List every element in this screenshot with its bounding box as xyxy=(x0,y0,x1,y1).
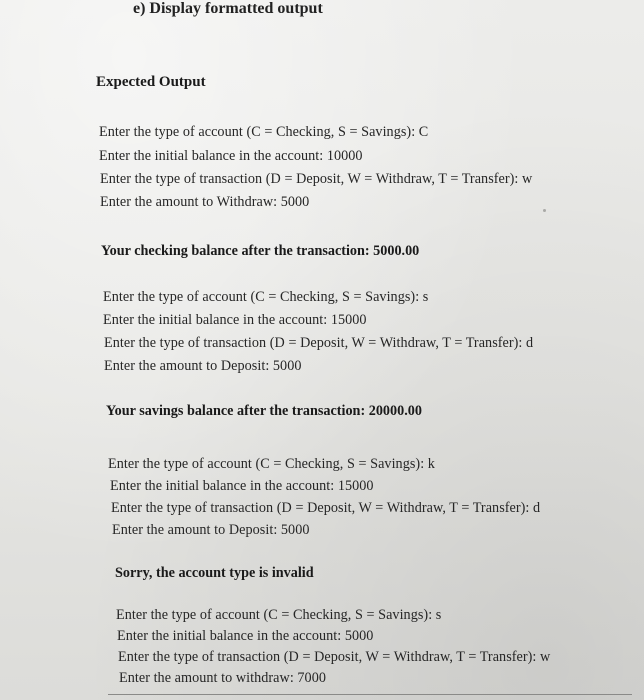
output-line: Enter the type of transaction (D = Deposit, W = Withdraw, T = Transfer): d xyxy=(104,335,534,351)
bottom-rule xyxy=(108,694,632,695)
output-line: Enter the type of transaction (D = Deposit, W = Withdraw, T = Transfer): w xyxy=(100,171,533,187)
expected-output-title: Expected Output xyxy=(96,74,206,90)
output-line: Enter the initial balance in the account: 10000 xyxy=(99,148,363,164)
result-message: Your checking balance after the transaction: 5000.00 xyxy=(101,243,420,259)
output-line: Enter the amount to withdraw: 7000 xyxy=(119,670,326,686)
output-line: Enter the initial balance in the account: 15000 xyxy=(110,478,374,494)
output-line: Enter the type of account (C = Checking, S = Savings): s xyxy=(103,289,429,305)
output-line: Enter the type of account (C = Checking, S = Savings): C xyxy=(99,124,429,140)
output-line: Enter the type of account (C = Checking, S = Savings): k xyxy=(108,456,435,472)
output-line: Enter the initial balance in the account: 5000 xyxy=(117,628,374,644)
output-line: Enter the type of transaction (D = Deposit, W = Withdraw, T = Transfer): d xyxy=(111,500,541,516)
output-line: Enter the type of transaction (D = Deposit, W = Withdraw, T = Transfer): w xyxy=(118,649,551,665)
output-line: Enter the amount to Withdraw: 5000 xyxy=(100,194,310,210)
stray-mark xyxy=(543,209,546,212)
result-message: Sorry, the account type is invalid xyxy=(115,565,314,581)
output-line: Enter the initial balance in the account: 15000 xyxy=(103,312,367,328)
output-line: Enter the amount to Deposit: 5000 xyxy=(112,522,310,538)
output-line: Enter the amount to Deposit: 5000 xyxy=(104,358,302,374)
section-heading: e) Display formatted output xyxy=(133,0,323,17)
output-line: Enter the type of account (C = Checking, S = Savings): s xyxy=(116,607,442,623)
result-message: Your savings balance after the transaction: 20000.00 xyxy=(106,403,422,419)
